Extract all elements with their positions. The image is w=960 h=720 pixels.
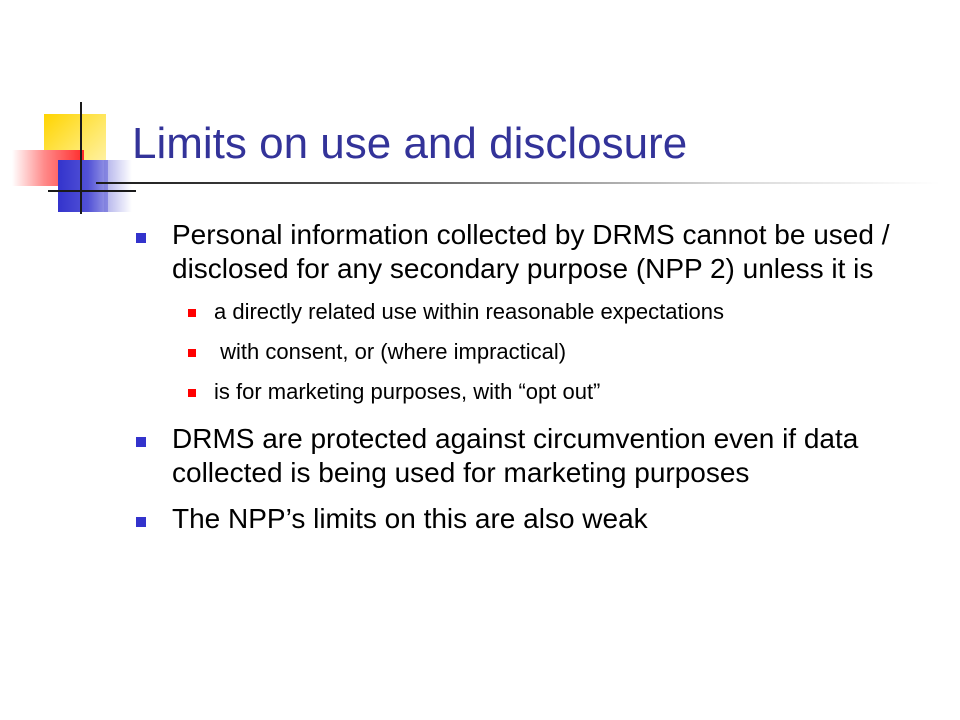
bullet-text: The NPP’s limits on this are also weak bbox=[172, 503, 648, 534]
sub-bullet-text: a directly related use within reasonable expectations bbox=[214, 299, 724, 324]
decorative-logo-icon bbox=[0, 0, 140, 230]
sub-bullet-text: with consent, or (where impractical) bbox=[214, 339, 567, 364]
blue-fade-shape bbox=[104, 160, 132, 212]
square-bullet-icon bbox=[136, 517, 146, 527]
sub-bullet-list bbox=[134, 298, 934, 406]
bullet-list bbox=[134, 218, 934, 548]
sub-bullet-item-2 bbox=[134, 338, 934, 366]
bullet-item-2 bbox=[134, 422, 934, 490]
square-bullet-icon bbox=[136, 233, 146, 243]
square-bullet-icon bbox=[188, 309, 196, 317]
sub-bullet-item-3 bbox=[134, 378, 934, 406]
bullet-text: Personal information collected by DRMS cannot be used / disclosed for any secondary purpose (NPP 2) unless it is bbox=[172, 219, 890, 284]
square-bullet-icon bbox=[188, 389, 196, 397]
blue-square-shape bbox=[58, 160, 108, 212]
slide-title: Limits on use and disclosure bbox=[132, 119, 688, 168]
bullet-item-3 bbox=[134, 502, 934, 536]
square-bullet-icon bbox=[188, 349, 196, 357]
title-underline bbox=[96, 182, 940, 184]
sub-bullet-item-1 bbox=[134, 298, 934, 326]
sub-bullet-text: is for marketing purposes, with “opt out” bbox=[214, 379, 601, 404]
square-bullet-icon bbox=[136, 437, 146, 447]
horizontal-line-shape bbox=[48, 190, 136, 192]
bullet-item-1 bbox=[134, 218, 934, 286]
vertical-line-shape bbox=[80, 102, 82, 214]
bullet-text: DRMS are protected against circumvention even if data collected is being used for marketing purposes bbox=[172, 423, 859, 488]
